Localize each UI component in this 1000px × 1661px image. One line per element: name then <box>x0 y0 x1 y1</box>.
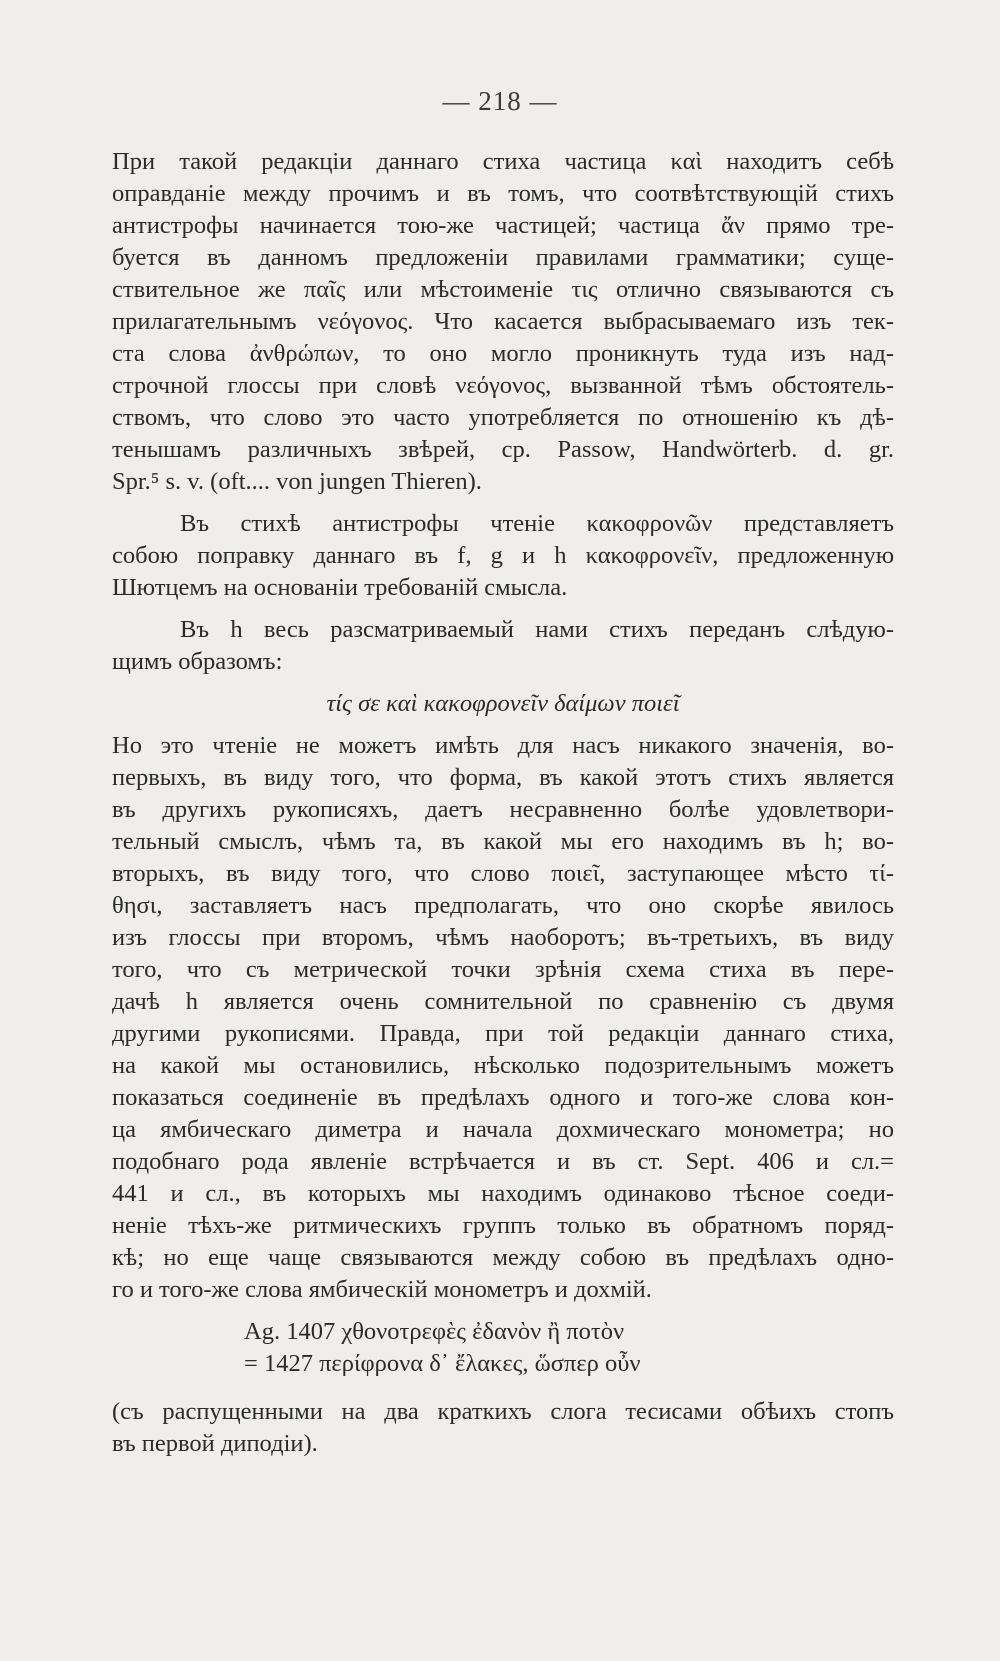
text-line: Spr.⁵ s. v. (oft.... von jungen Thieren). <box>112 468 482 495</box>
text-line: ста слова ἀνθρώπων, то оно могло проникнуть туда изъ над- <box>112 340 894 367</box>
text-line: собою поправку даннаго въ f, g и h κακοφρονεῖν, предложенную <box>112 542 894 569</box>
text-line: Но это чтеніе не можетъ имѣть для насъ никакого значенія, во- <box>112 732 894 759</box>
verse-line: = 1427 περίφρονα δ᾽ ἔλακες, ὥσπερ οὖν <box>244 1350 641 1377</box>
text-line: ствомъ, что слово это часто употребляется по отношенію къ дѣ- <box>112 404 894 431</box>
text-line: Въ стихѣ антистрофы чтеніе κακοφρονῶν представляетъ <box>180 510 894 537</box>
text-line: другими рукописями. Правда, при той редакціи даннаго стиха, <box>112 1020 894 1047</box>
text-line: При такой редакціи даннаго стиха частица καὶ находитъ себѣ <box>112 148 894 175</box>
text-line: первыхъ, въ виду того, что форма, въ какой этотъ стихъ является <box>112 764 894 791</box>
text-line: ствительное же παῖς или мѣстоименіе τις отлично связываются съ <box>112 276 894 303</box>
page-number: — 218 — <box>442 86 558 116</box>
text-line: на какой мы остановились, нѣсколько подозрительнымъ можетъ <box>112 1052 894 1079</box>
text-line: въ первой диподіи). <box>112 1430 318 1457</box>
text-line: кѣ; но еще чаще связываются между собою въ предѣлахъ одно- <box>112 1244 894 1271</box>
text-line: дачѣ h является очень сомнительной по сравненію съ двумя <box>112 988 894 1015</box>
text-line: изъ глоссы при второмъ, чѣмъ наоборотъ; въ-третьихъ, въ виду <box>112 924 894 951</box>
text-line: въ другихъ рукописяхъ, даетъ несравненно болѣе удовлетвори- <box>112 796 894 823</box>
text-line: того, что съ метрической точки зрѣнія схема стиха въ пере- <box>112 956 894 983</box>
text-line: щимъ образомъ: <box>112 648 283 675</box>
text-line: показаться соединеніе въ предѣлахъ одного и того-же слова кон- <box>112 1084 894 1111</box>
text-line: тельный смыслъ, чѣмъ та, въ какой мы его находимъ въ h; во- <box>112 828 894 855</box>
text-line: Шютцемъ на основаніи требованій смысла. <box>112 574 568 601</box>
greek-quotation: τίς σε καὶ κακοφρονεῖν δαίμων ποιεῖ <box>326 690 680 717</box>
text-line: Въ h весь разсматриваемый нами стихъ переданъ слѣдую- <box>180 616 894 643</box>
text-line: θησι, заставляетъ насъ предполагать, что оно скорѣе явилось <box>112 892 894 919</box>
text-line: прилагательнымъ νεόγονος. Что касается выбрасываемаго изъ тек- <box>112 308 894 335</box>
text-line: оправданіе между прочимъ и въ томъ, что соотвѣтствующій стихъ <box>112 180 894 207</box>
text-line: вторыхъ, въ виду того, что слово ποιεῖ, заступающее мѣсто τί- <box>112 860 894 887</box>
text-line: подобнаго рода явленіе встрѣчается и въ ст. Sept. 406 и сл.= <box>112 1148 894 1175</box>
text-line: буется въ данномъ предложеніи правилами грамматики; суще- <box>112 244 894 271</box>
text-line: неніе тѣхъ-же ритмическихъ группъ только въ обратномъ поряд- <box>112 1212 894 1239</box>
text-line: го и того-же слова ямбическій монометръ и дохмій. <box>112 1276 652 1303</box>
text-line: 441 и сл., въ которыхъ мы находимъ одинаково тѣсное соеди- <box>112 1180 894 1207</box>
text-line: ца ямбическаго диметра и начала дохмическаго монометра; но <box>112 1116 894 1143</box>
text-line: (съ распущенными на два краткихъ слога тесисами обѣихъ стопъ <box>112 1398 894 1425</box>
text-line: антистрофы начинается тою-же частицей; частица ἄν прямо тре- <box>112 212 894 239</box>
text-line: строчной глоссы при словѣ νεόγονος, вызванной тѣмъ обстоятель- <box>112 372 894 399</box>
text-line: тенышамъ различныхъ звѣрей, ср. Passow, Handwörterb. d. gr. <box>112 436 894 463</box>
verse-line: Ag. 1407 χθονοτρεφὲς ἐδανὸν ἢ ποτὸν <box>244 1318 625 1345</box>
